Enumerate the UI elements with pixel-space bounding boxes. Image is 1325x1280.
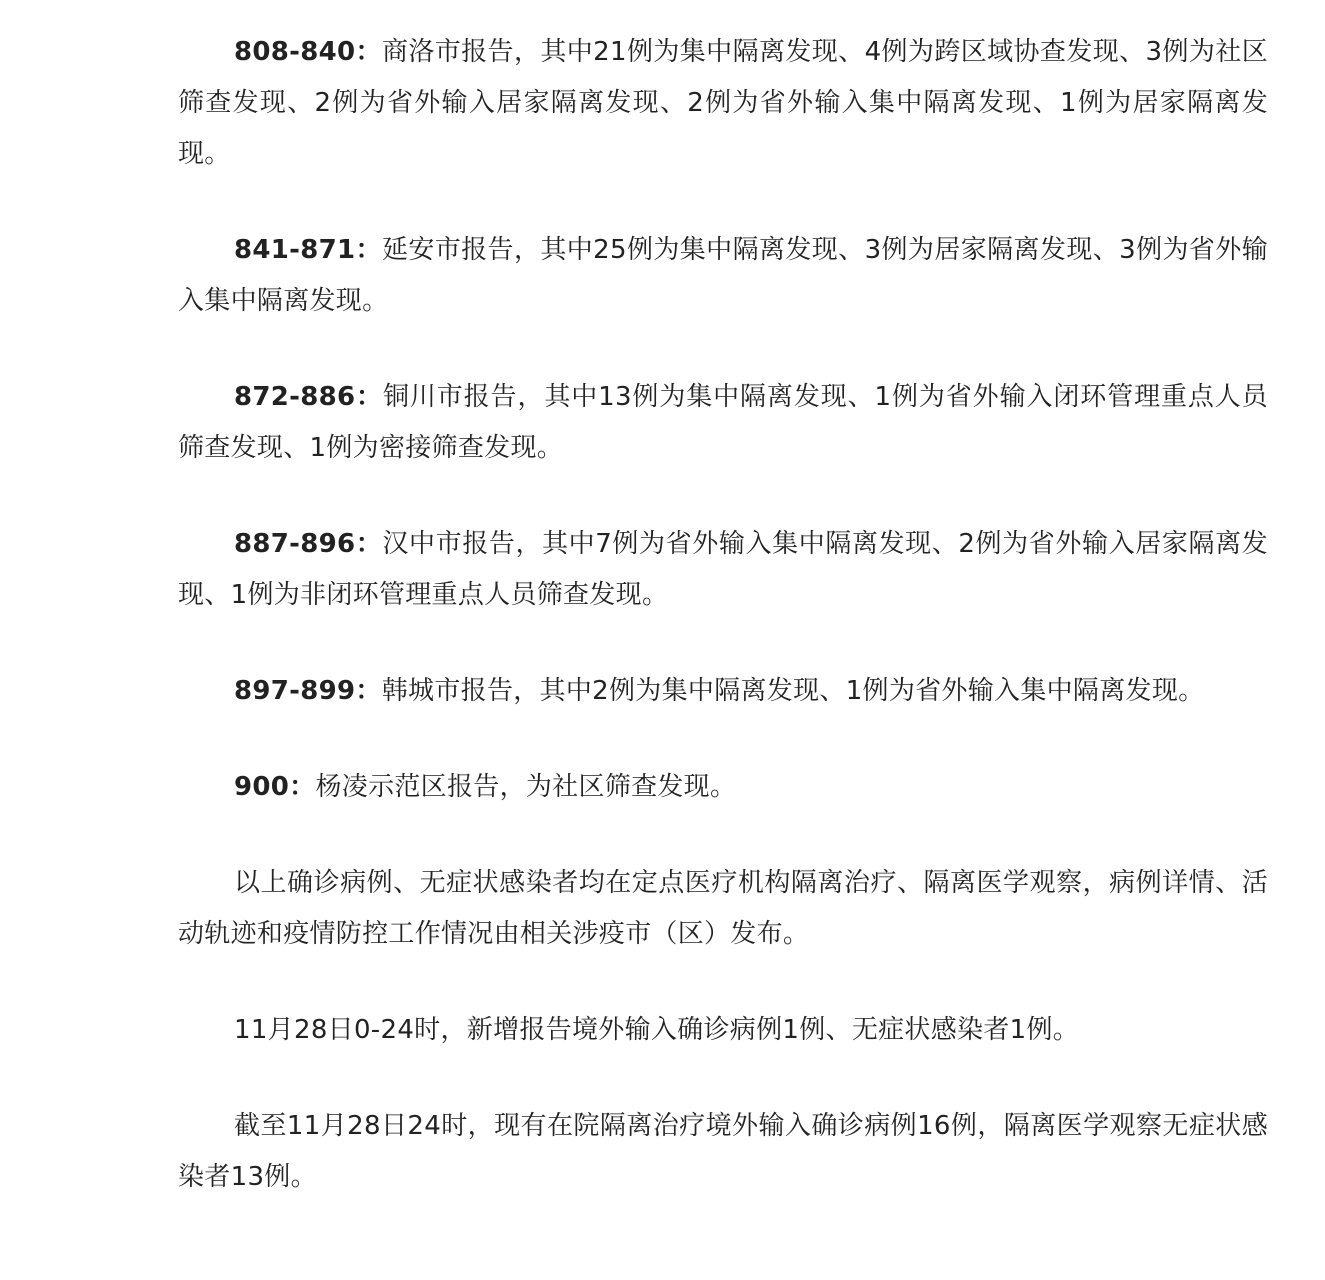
paragraph-yangling — [178, 762, 1268, 813]
paragraph-shangluo — [178, 27, 1268, 180]
case-range-label: 887-896： — [234, 529, 383, 559]
paragraph-treatment-note — [178, 858, 1268, 960]
case-range-label: 897-899： — [234, 676, 382, 706]
case-range-label: 872-886： — [234, 382, 383, 412]
paragraph-text: 铜川市报告，其中13例为集中隔离发现、1例为省外输入闭环管理重点人员筛查发现、1例为密接筛查发现。 — [178, 382, 1268, 463]
case-range-label: 841-871： — [234, 235, 382, 265]
paragraph-yanan — [178, 225, 1268, 327]
paragraph-text: 以上确诊病例、无症状感染者均在定点医疗机构隔离治疗、隔离医学观察，病例详情、活动轨迹和疫情防控工作情况由相关涉疫市（区）发布。 — [178, 868, 1268, 949]
paragraph-imported-total — [178, 1101, 1268, 1203]
paragraph-text: 延安市报告，其中25例为集中隔离发现、3例为居家隔离发现、3例为省外输入集中隔离发现。 — [178, 235, 1268, 316]
case-range-label: 900： — [234, 772, 316, 802]
paragraph-tongchuan — [178, 372, 1268, 474]
paragraph-text: 11月28日0-24时，新增报告境外输入确诊病例1例、无症状感染者1例。 — [234, 1015, 1080, 1045]
paragraph-hancheng — [178, 666, 1268, 717]
paragraph-text: 杨凌示范区报告，为社区筛查发现。 — [315, 772, 737, 802]
paragraph-text: 汉中市报告，其中7例为省外输入集中隔离发现、2例为省外输入居家隔离发现、1例为非闭环管理重点人员筛查发现。 — [178, 529, 1268, 610]
paragraph-text: 韩城市报告，其中2例为集中隔离发现、1例为省外输入集中隔离发现。 — [381, 676, 1205, 706]
case-range-label: 808-840： — [234, 37, 382, 67]
article-body — [178, 27, 1268, 1248]
paragraph-text: 截至11月28日24时，现有在院隔离治疗境外输入确诊病例16例，隔离医学观察无症状感染者13例。 — [178, 1111, 1268, 1192]
paragraph-hanzhong — [178, 519, 1268, 621]
paragraph-imported-new — [178, 1005, 1268, 1056]
paragraph-text: 商洛市报告，其中21例为集中隔离发现、4例为跨区域协查发现、3例为社区筛查发现、2例为省外输入居家隔离发现、2例为省外输入集中隔离发现、1例为居家隔离发现。 — [178, 37, 1268, 169]
